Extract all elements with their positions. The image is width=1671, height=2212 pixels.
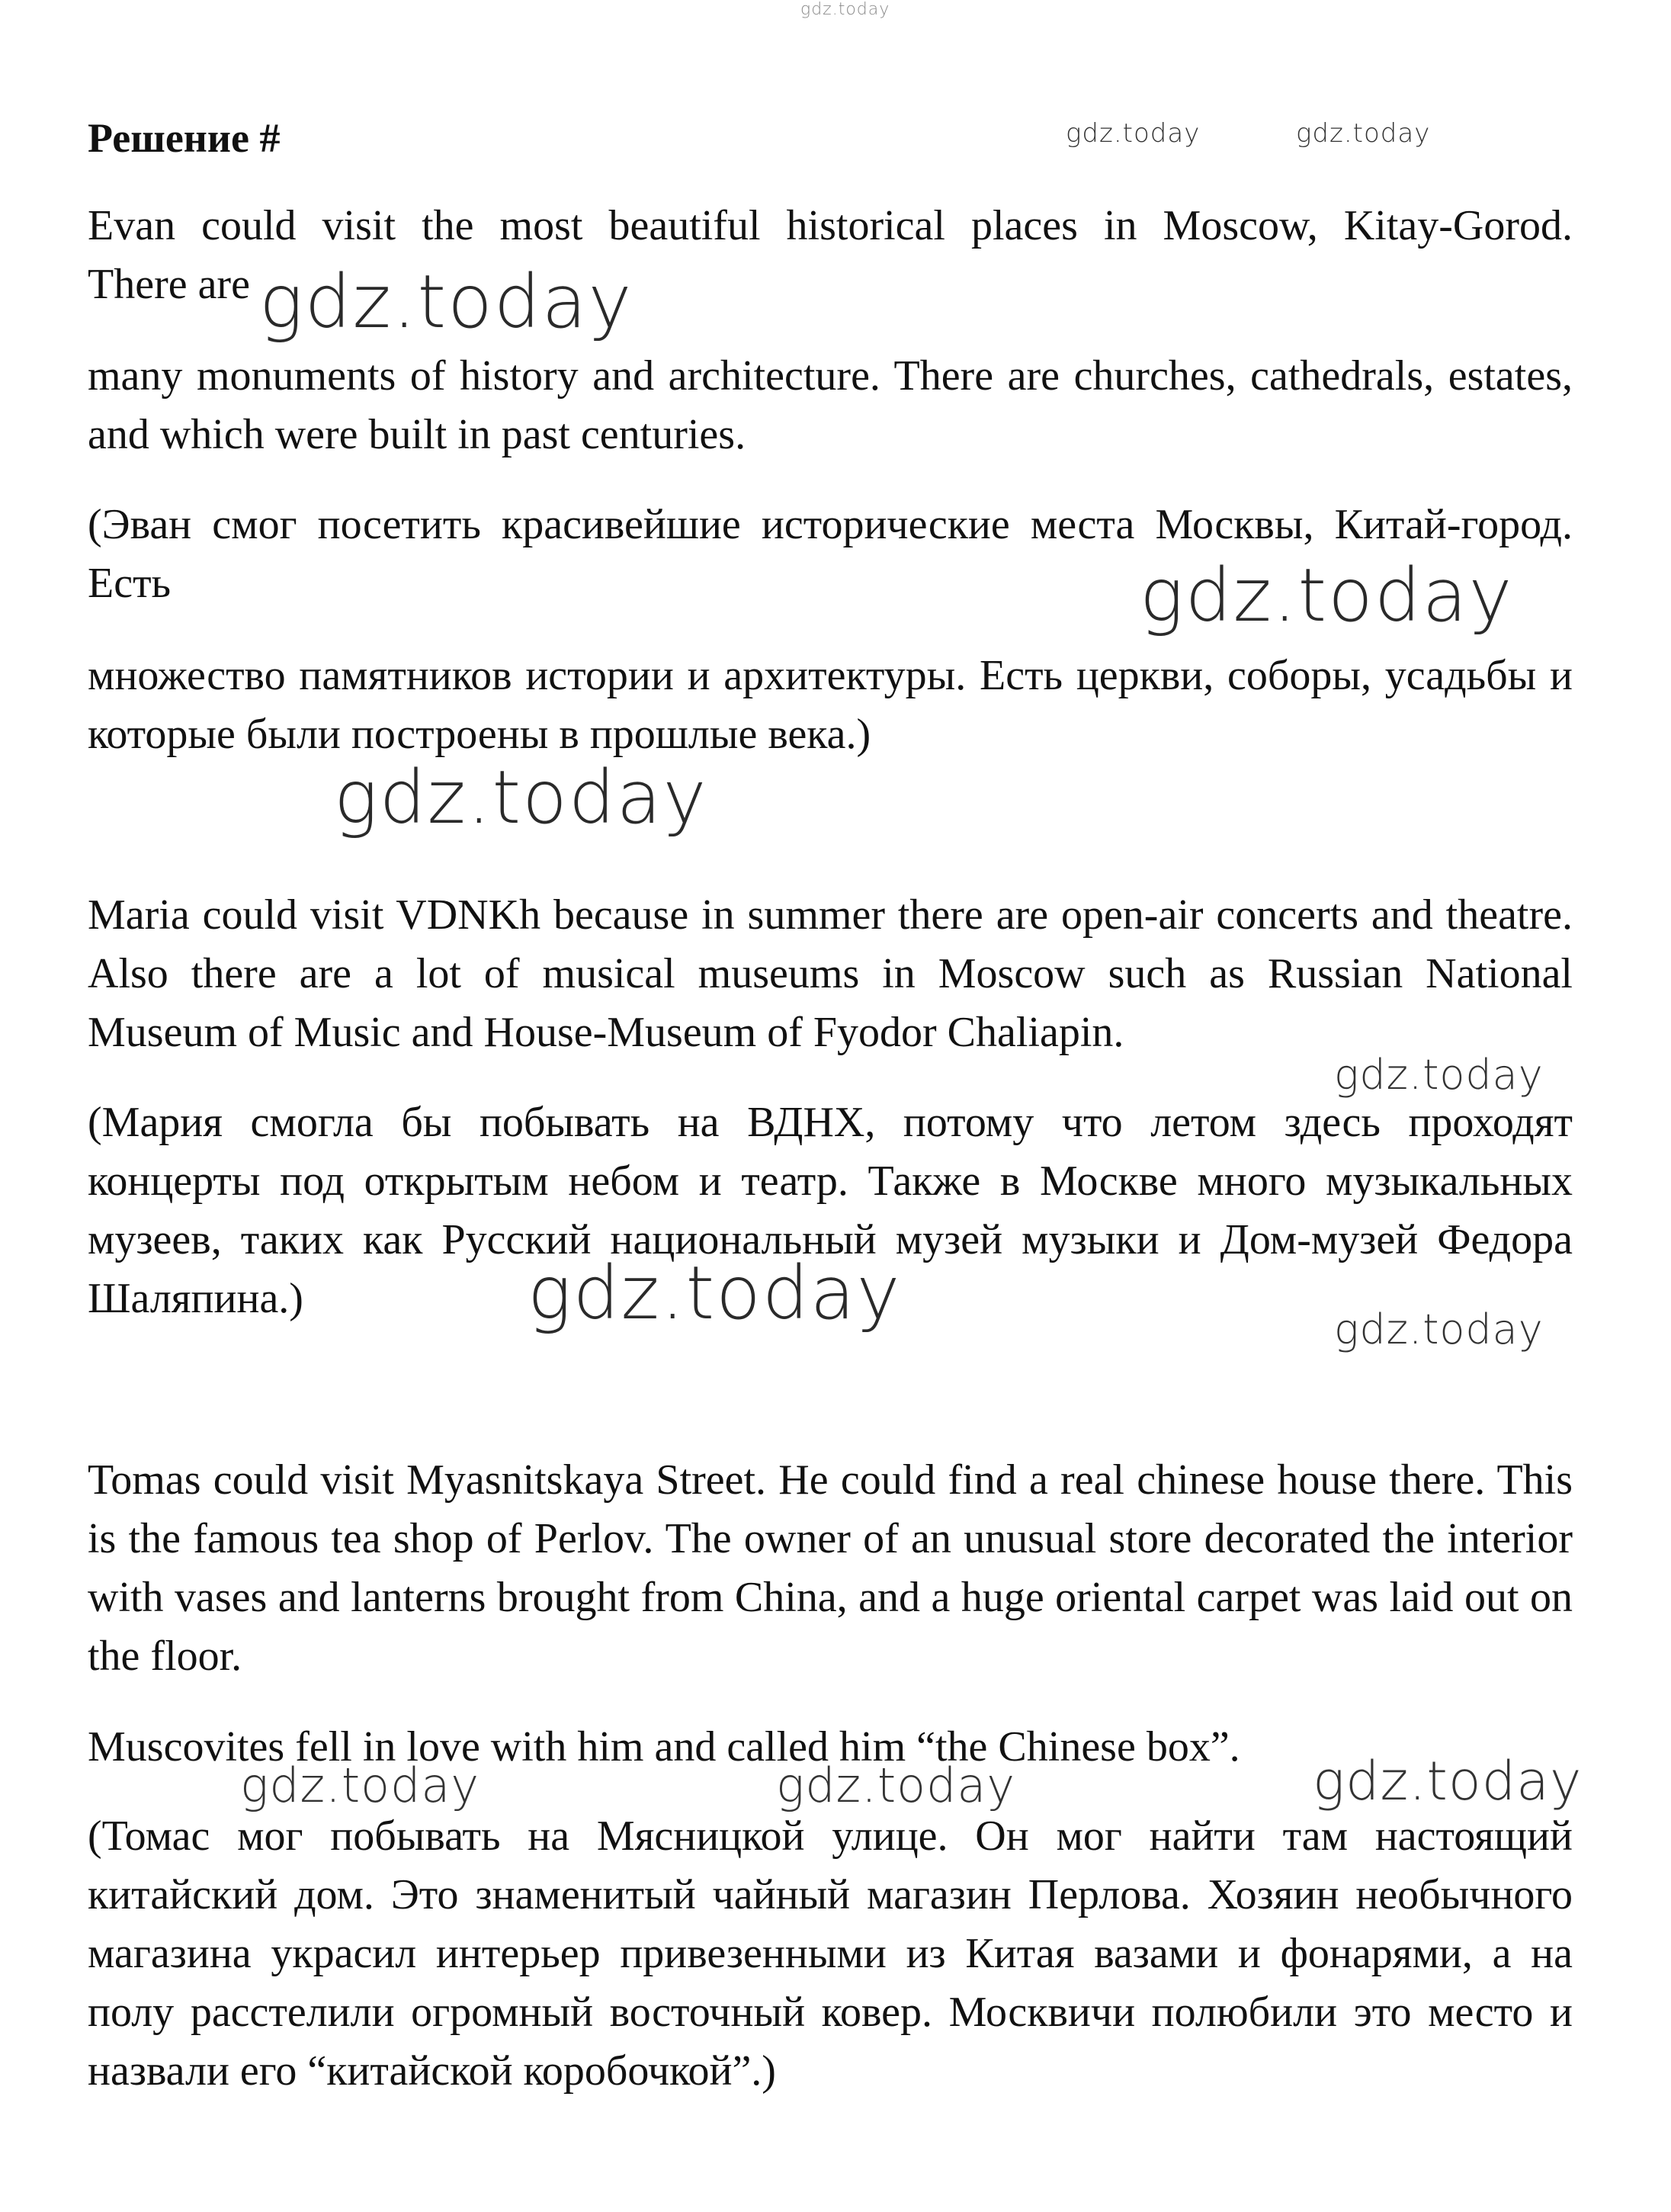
watermark-mid-5: gdz.today (1313, 1750, 1583, 1812)
watermark-mid-3: gdz.today (240, 1758, 480, 1813)
page-title: Решение # (88, 115, 281, 161)
paragraph-evan-en-line1: Evan could visit the most beautiful historical places in Moscow, Kitay-Gorod. (88, 202, 1573, 249)
paragraph-evan-ru-body: множество памятников истории и архитектуры. Есть церкви, соборы, усадьбы и которые были построены в прошлые века.) (88, 652, 1573, 758)
paragraph-evan-en-body: many monuments of history and architecture. There are churches, cathedrals, estates, and which were built in past centuries. (88, 352, 1573, 458)
paragraph-maria-ru: (Мария смогла бы побывать на ВДНХ, потому что летом здесь проходят концерты под открытым небом и театр. Также в Москве много музыкальных музеев, таких как Русский национальный музей музыки и Дом-музей Федора Шаляпина.) (88, 1099, 1573, 1322)
paragraph-evan-en-line2: There are (88, 261, 250, 308)
watermark-mid-4: gdz.today (776, 1758, 1016, 1813)
watermark-mid-2: gdz.today (1334, 1305, 1544, 1353)
watermark-big-2: gdz.today (1140, 553, 1514, 638)
watermark-big-1: gdz.today (259, 259, 633, 345)
paragraph-evan-ru-line1: (Эван смог посетить красивейшие исторические места Москвы, Китай-город. (88, 501, 1573, 548)
watermark-big-3: gdz.today (334, 755, 708, 840)
paragraph-muscovites-en: Muscovites fell in love with him and called him “the Chinese box”. (88, 1723, 1240, 1771)
watermark-top: gdz.today (800, 0, 890, 19)
watermark-header-1: gdz.today (1066, 118, 1201, 149)
watermark-big-4: gdz.today (528, 1250, 902, 1336)
watermark-mid-1: gdz.today (1334, 1051, 1544, 1099)
paragraph-maria-en: Maria could visit VDNKh because in summer there are open-air concerts and theatre. Also there are a lot of musical museums in Moscow such as Russian National Museum of Music and House-Museum of Fyodor Chaliapin. (88, 891, 1573, 1056)
watermark-header-2: gdz.today (1296, 118, 1431, 149)
paragraph-tomas-en: Tomas could visit Myasnitskaya Street. He could find a real chinese house there. This is the famous tea shop of Perlov. The owner of an unusual store decorated the interior with vases and lanterns brought from China, and a huge oriental carpet was laid out on the floor. (88, 1456, 1573, 1680)
paragraph-evan-ru-line2: Есть (88, 560, 172, 607)
paragraph-tomas-ru: (Томас мог побывать на Мясницкой улице. Он мог найти там настоящий китайский дом. Это знаменитый чайный магазин Перлова. Хозяин необычного магазина украсил интерьер привезенными из Китая вазами и фонарями, а на полу расстелили огромный восточный ковер. Москвичи полюбили это место и назвали его “китайской коробочкой”.) (88, 1812, 1573, 2095)
